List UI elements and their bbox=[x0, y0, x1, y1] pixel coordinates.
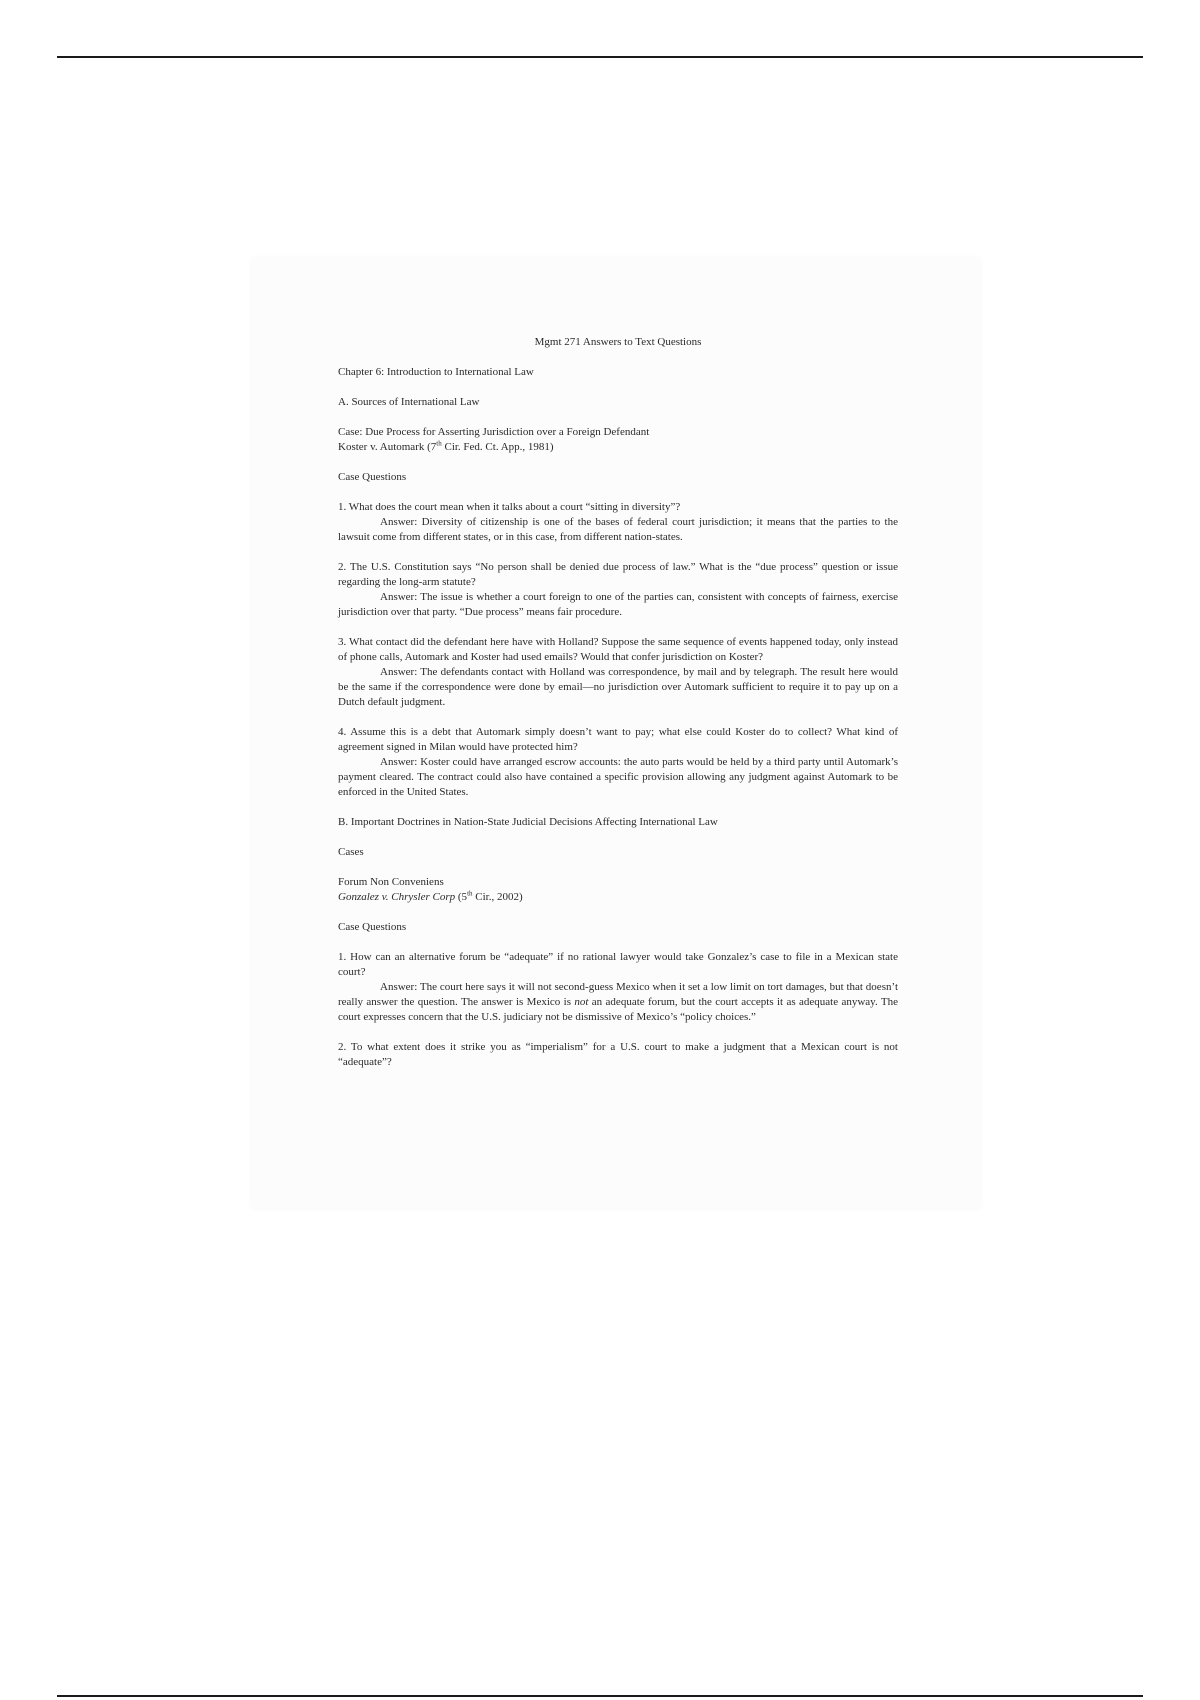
section-a-heading: A. Sources of International Law bbox=[338, 396, 480, 408]
case2-title: Forum Non Conveniens bbox=[338, 876, 444, 888]
case1-citation: Koster v. Automark (7th Cir. Fed. Ct. App., 1981) bbox=[338, 439, 554, 453]
document-body bbox=[338, 335, 898, 1070]
case2-citation: Gonzalez v. Chrysler Corp (5th Cir., 2002) bbox=[338, 889, 523, 903]
top-rule bbox=[57, 56, 1143, 58]
question-4: 4. Assume this is a debt that Automark simply doesn’t want to pay; what else could Koster do to collect? What kind of agreement signed in Milan would have protected him? bbox=[338, 726, 898, 753]
answer-3: Answer: The defendants contact with Holland was correspondence, by mail and by telegraph. The result here would be the same if the correspondence were done by email—no jurisdiction over Automark sufficient to require it to pay up on a Dutch default judgment. bbox=[338, 666, 898, 708]
document-title: Mgmt 271 Answers to Text Questions bbox=[534, 336, 702, 348]
question-1: 1. What does the court mean when it talks about a court “sitting in diversity”? bbox=[338, 501, 681, 513]
answer-5: Answer: The court here says it will not second-guess Mexico when it set a low limit on tort damages, but that doesn’t really answer the question. The answer is Mexico is not an adequate forum, but the court accepts it as adequate anyway. The court expresses concern that the U.S. judiciary not be dismissive of Mexico’s “policy choices.” bbox=[338, 981, 898, 1023]
case1-title: Case: Due Process for Asserting Jurisdiction over a Foreign Defendant bbox=[338, 426, 650, 438]
answer-1: Answer: Diversity of citizenship is one of the bases of federal court jurisdiction; it means that the parties to the lawsuit come from different states, or in this case, from different nation-states. bbox=[338, 516, 898, 543]
case-questions-heading-2: Case Questions bbox=[338, 921, 407, 933]
answer-2: Answer: The issue is whether a court foreign to one of the parties can, consistent with concepts of fairness, exercise jurisdiction over that party. “Due process” means fair procedure. bbox=[338, 591, 898, 618]
case-questions-heading: Case Questions bbox=[338, 471, 407, 483]
question-5: 1. How can an alternative forum be “adequate” if no rational lawyer would take Gonzalez’s case to file in a Mexican state court? bbox=[338, 951, 898, 978]
question-2: 2. The U.S. Constitution says “No person shall be denied due process of law.” What is the “due process” question or issue regarding the long-arm statute? bbox=[338, 561, 898, 588]
cases-heading: Cases bbox=[338, 846, 364, 858]
question-3: 3. What contact did the defendant here have with Holland? Suppose the same sequence of events happened today, only instead of phone calls, Automark and Koster had used emails? Would that confer jurisdiction on Koster? bbox=[338, 636, 898, 663]
question-6: 2. To what extent does it strike you as “imperialism” for a U.S. court to make a judgment that a Mexican court is not “adequate”? bbox=[338, 1041, 898, 1068]
chapter-heading: Chapter 6: Introduction to International Law bbox=[338, 366, 534, 378]
answer-4: Answer: Koster could have arranged escrow accounts: the auto parts would be held by a third party until Automark’s payment cleared. The contract could also have contained a specific provision allowing any judgment against Automark to be enforced in the United States. bbox=[338, 756, 898, 798]
bottom-rule bbox=[57, 1695, 1143, 1697]
section-b-heading: B. Important Doctrines in Nation-State Judicial Decisions Affecting International Law bbox=[338, 816, 718, 828]
